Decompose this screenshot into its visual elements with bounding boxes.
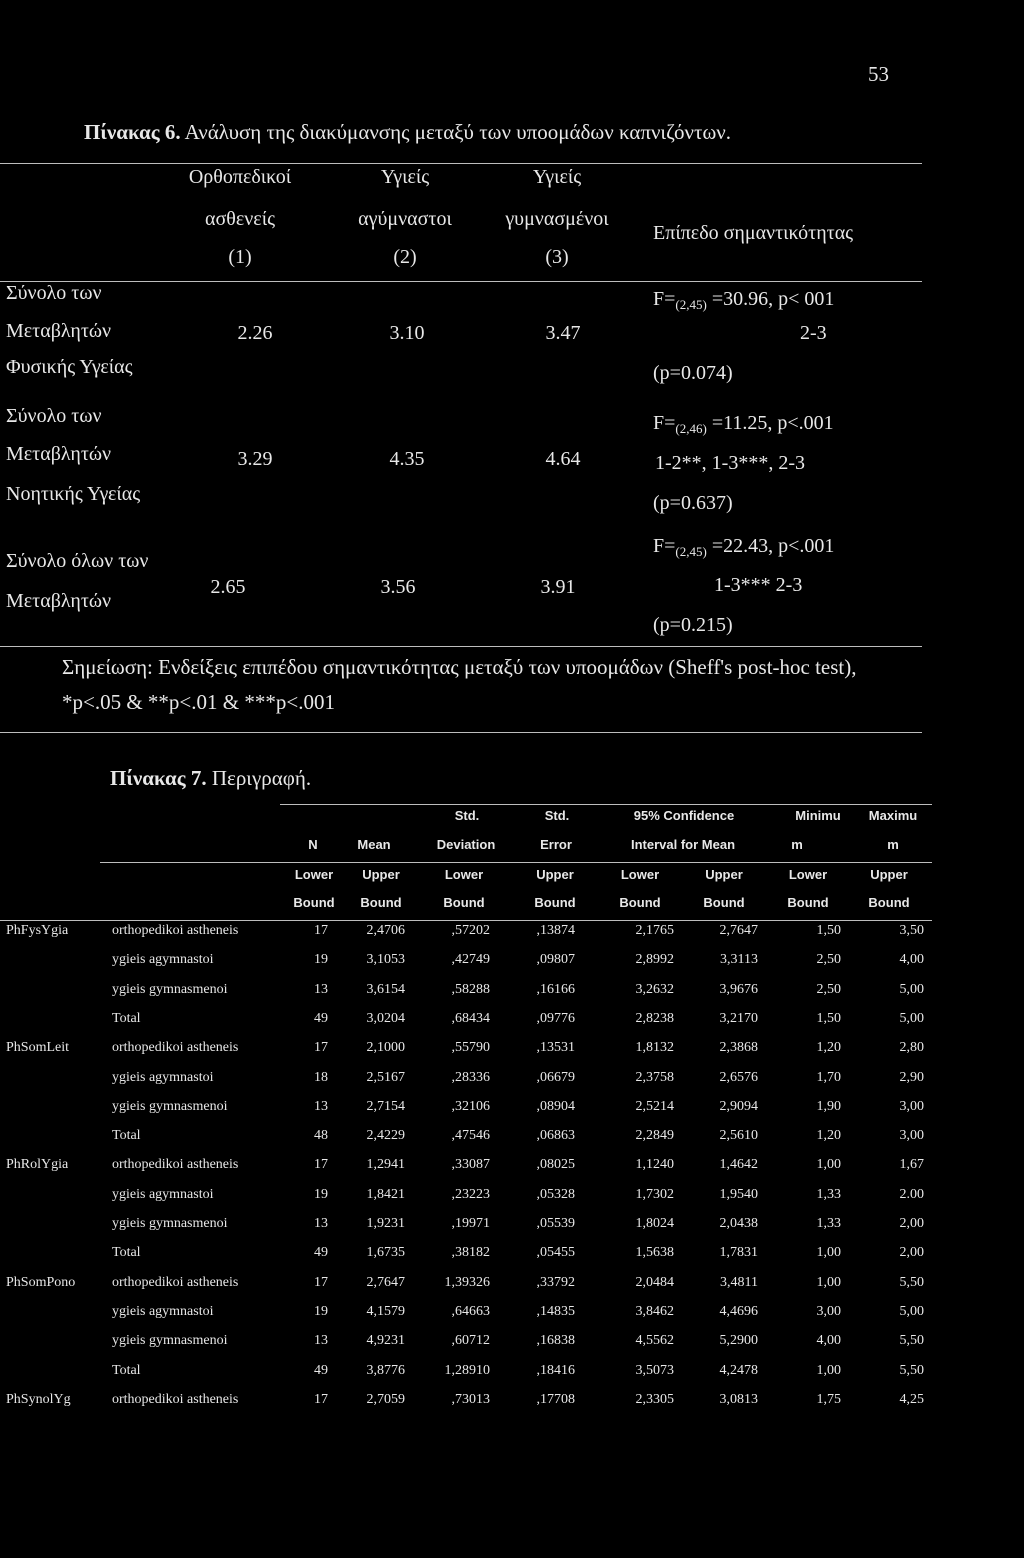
table7-cell-mean: 2,7647	[366, 1274, 405, 1290]
page-number: 53	[868, 62, 889, 86]
table6-row-label: Μεταβλητών	[6, 320, 112, 342]
table7-cell-mean: 2,1000	[366, 1040, 405, 1056]
table6-row-label: Σύνολο όλων των	[6, 550, 149, 572]
table7-cell-sd: ,23223	[451, 1186, 490, 1202]
table7-cell-hi: 1,9540	[719, 1186, 758, 1202]
table7-cell-sd: ,68434	[451, 1010, 490, 1026]
table6-note-rule	[0, 732, 922, 733]
table7-cell-hi: 2,3868	[719, 1040, 758, 1056]
table6-title	[84, 120, 731, 145]
table7-cell-n: 19	[314, 1186, 328, 1202]
table7-group-label: orthopedikoi astheneis	[112, 1274, 239, 1290]
table7-header-cell: Lower	[620, 867, 660, 882]
table7-header-cell: Maximu	[868, 808, 918, 823]
table6-header-cell: (1)	[228, 246, 252, 268]
table7-cell-max: 2.00	[899, 1186, 924, 1202]
table7-cell-min: 1,70	[816, 1069, 841, 1085]
table7-group-label: orthopedikoi astheneis	[112, 1157, 239, 1173]
table6-note-line2: *p<.05 & **p<.01 & ***p<.001	[62, 690, 335, 714]
table7-cell-sd: ,73013	[451, 1391, 490, 1407]
table6-value-col2: 3.10	[389, 322, 425, 344]
table7-cell-n: 19	[314, 952, 328, 968]
table7-cell-n: 49	[314, 1362, 328, 1378]
table7-group-label: Total	[112, 1245, 141, 1261]
table7-header-cell: Bound	[868, 895, 910, 910]
table7-cell-max: 1,67	[899, 1157, 924, 1173]
table6-title-label: Πίνακας 6.	[84, 120, 181, 144]
table6-f-label: F=	[653, 288, 676, 310]
table7-cell-mean: 2,7059	[366, 1391, 405, 1407]
table7-cell-hi: 5,2900	[719, 1333, 758, 1349]
table7-cell-se: ,18416	[536, 1362, 575, 1378]
table7-cell-min: 1,33	[816, 1186, 841, 1202]
table6-significance-f	[653, 535, 834, 560]
table7-cell-min: 1,90	[816, 1098, 841, 1114]
table7-title-text: Περιγραφή.	[206, 766, 312, 790]
table7-cell-lo: 1,5638	[635, 1245, 674, 1261]
table7-cell-se: ,05539	[536, 1216, 575, 1231]
table7-cell-min: 1,00	[816, 1245, 841, 1261]
table7-cell-hi: 1,7831	[719, 1245, 758, 1261]
table7-cell-se: ,06679	[536, 1069, 575, 1085]
table7-header-cell: Upper	[362, 867, 400, 882]
table7-group-label: Total	[112, 1362, 141, 1378]
table6-value-col2: 3.56	[380, 576, 416, 598]
table7-cell-se: ,09807	[536, 952, 575, 968]
table7-header-cell: Bound	[534, 895, 576, 910]
table7-cell-hi: 3,4811	[720, 1274, 758, 1290]
table6-row-label: Μεταβλητών	[6, 590, 112, 612]
table7-variable-label: PhFysYgia	[6, 923, 69, 938]
table7-cell-sd: ,47546	[451, 1128, 490, 1144]
table7-cell-max: 4,25	[899, 1391, 924, 1407]
table7-cell-min: 1,50	[816, 923, 841, 938]
table7-group-label: Total	[112, 1010, 141, 1026]
table7-group-label: Total	[112, 1128, 141, 1144]
table7-cell-hi: 2,0438	[719, 1216, 758, 1231]
table6-value-col3: 4.64	[545, 448, 581, 470]
table7-cell-hi: 2,9094	[719, 1098, 758, 1114]
table7-cell-n: 19	[314, 1303, 328, 1319]
table7-cell-n: 18	[314, 1069, 328, 1085]
table7-cell-max: 3,50	[899, 923, 924, 938]
table7-cell-sd: ,42749	[451, 952, 490, 968]
table7-cell-min: 1,33	[816, 1216, 841, 1231]
table7-cell-lo: 2,8238	[635, 1010, 674, 1026]
table7-variable-label: PhRolYgia	[6, 1157, 69, 1173]
table7-cell-mean: 3,8776	[366, 1362, 405, 1378]
table7-header-cell: Bound	[619, 895, 661, 910]
table6-header-cell: αγύμναστοι	[358, 208, 452, 230]
table7-header-cell: Lower	[788, 867, 828, 882]
table6-header-cell: Υγιείς	[380, 166, 430, 188]
table7-variable-label: PhSomPono	[6, 1274, 76, 1290]
table7-cell-mean: 2,7154	[366, 1098, 405, 1114]
table7-cell-lo: 2,2849	[635, 1128, 674, 1144]
table7-header-cell: Upper	[870, 867, 908, 882]
table7-cell-sd: ,60712	[451, 1333, 490, 1349]
table7-group-label: ygieis gymnasmenoi	[112, 1098, 228, 1114]
table7-cell-mean: 3,1053	[366, 952, 405, 968]
table7-cell-n: 49	[314, 1010, 328, 1026]
table7-cell-hi: 3,2170	[719, 1010, 758, 1026]
table7-header-cell: Bound	[443, 895, 485, 910]
table7-cell-mean: 2,4706	[366, 923, 405, 938]
table7-cell-sd: ,33087	[451, 1157, 490, 1173]
table7-variable-label: PhSomLeit	[6, 1040, 70, 1056]
table6-row-label: Νοητικής Υγείας	[6, 483, 141, 505]
table7-cell-lo: 4,5562	[635, 1333, 674, 1349]
table7-header-cell: Bound	[360, 895, 402, 910]
table7-cell-min: 4,00	[816, 1333, 841, 1349]
table7-header-cell: Minimu	[795, 808, 841, 823]
table6-header-significance: Επίπεδο σημαντικότητας	[653, 222, 854, 244]
table6-row-label: Φυσικής Υγείας	[6, 356, 133, 378]
table7-cell-sd: ,57202	[451, 923, 490, 938]
table7-header-cell: N	[308, 837, 318, 852]
table7-header-bottom-rule	[0, 920, 932, 921]
table6-note-line1: Σημείωση: Ενδείξεις επιπέδου σημαντικότητας μεταξύ των υποομάδων (Sheff's post-hoc test),	[62, 655, 857, 679]
table7-cell-max: 2,00	[899, 1245, 924, 1261]
table7-header-cell: Mean	[357, 837, 391, 852]
table7-cell-sd: ,32106	[451, 1098, 490, 1114]
table7-group-label: ygieis agymnastoi	[112, 1069, 214, 1085]
table7-cell-min: 1,20	[816, 1128, 841, 1144]
table7-cell-lo: 2,8992	[635, 952, 674, 968]
table7-cell-se: ,14835	[536, 1303, 575, 1319]
table7-cell-hi: 4,2478	[719, 1362, 758, 1378]
table6-value-col2: 4.35	[389, 448, 425, 470]
table7-cell-mean: 1,2941	[366, 1157, 405, 1173]
table6-significance-p: (p=0.637)	[653, 492, 733, 514]
table7-cell-min: 2,50	[816, 952, 841, 968]
table6-significance-p: (p=0.074)	[653, 362, 733, 384]
table6-header-cell: Ορθοπεδικοί	[188, 166, 292, 188]
table7-cell-mean: 4,9231	[366, 1333, 405, 1349]
table7-header-cell: Lower	[294, 867, 334, 882]
table6-row-label: Μεταβλητών	[6, 443, 112, 465]
table7-cell-sd: ,19971	[451, 1216, 490, 1231]
table7-cell-hi: 3,9676	[719, 981, 758, 997]
table7-title-label: Πίνακας 7.	[110, 766, 207, 790]
table7-header-cell: m	[887, 837, 899, 852]
table7-cell-mean: 1,8421	[366, 1186, 405, 1202]
table7-cell-n: 17	[314, 923, 328, 938]
table7-cell-mean: 4,1579	[366, 1303, 405, 1319]
table7-cell-se: ,06863	[536, 1128, 575, 1144]
table7-cell-min: 1,20	[816, 1040, 841, 1056]
table7-cell-max: 2,00	[899, 1216, 924, 1231]
table7-cell-sd: ,38182	[451, 1245, 490, 1261]
table7-cell-max: 2,80	[899, 1040, 924, 1056]
table6-header-cell: (2)	[393, 246, 417, 268]
table6-header-cell: Υγιείς	[532, 166, 582, 188]
table6-significance-p: (p=0.215)	[653, 614, 733, 636]
table7-cell-n: 17	[314, 1157, 328, 1173]
table7-header-rule	[100, 862, 932, 863]
table7-cell-max: 3,00	[899, 1128, 924, 1144]
table6-header-cell: γυμνασμένοι	[505, 208, 609, 230]
table6-significance-pairs: 1-2**, 1-3***, 2-3	[655, 452, 805, 474]
table7-cell-sd: ,28336	[451, 1069, 490, 1085]
table7-cell-mean: 1,6735	[366, 1245, 405, 1261]
table7-title	[110, 766, 311, 791]
table7-cell-lo: 3,2632	[635, 981, 674, 997]
table7-cell-mean: 1,9231	[366, 1216, 405, 1231]
table7-cell-hi: 2,6576	[719, 1069, 758, 1085]
table7-cell-n: 17	[314, 1274, 328, 1290]
table7-cell-mean: 2,4229	[366, 1128, 405, 1144]
table6-significance-pairs: 1-3*** 2-3	[714, 574, 803, 596]
table7-cell-n: 17	[314, 1040, 328, 1056]
table7-cell-min: 1,50	[816, 1010, 841, 1026]
table7-cell-min: 1,00	[816, 1362, 841, 1378]
table7-cell-hi: 2,5610	[719, 1128, 758, 1144]
table6-f-df: (2,46)	[675, 421, 707, 436]
table7-group-label: orthopedikoi astheneis	[112, 1391, 239, 1407]
table7-cell-n: 48	[314, 1128, 328, 1144]
table7-cell-hi: 4,4696	[719, 1303, 758, 1319]
table7-group-label: orthopedikoi astheneis	[112, 923, 239, 938]
table7-header-cell: Upper	[705, 867, 743, 882]
table7-cell-lo: 2,5214	[635, 1098, 674, 1114]
table6-value-col1: 3.29	[237, 448, 273, 470]
table7-cell-mean: 2,5167	[366, 1069, 405, 1085]
table7-header-cell: Std.	[454, 808, 480, 823]
table7-group-label: ygieis agymnastoi	[112, 1186, 214, 1202]
table7-cell-max: 3,00	[899, 1098, 924, 1114]
table7-cell-sd: 1,39326	[444, 1274, 490, 1290]
table7-header-cell: Bound	[703, 895, 745, 910]
table6-header-cell: (3)	[545, 246, 569, 268]
table7-cell-se: ,16838	[536, 1333, 575, 1349]
table6-f-value: =22.43, p<.001	[706, 535, 835, 557]
table7-cell-sd: ,64663	[451, 1303, 490, 1319]
table6-f-value: =30.96, p< 001	[706, 288, 835, 310]
table6-f-df: (2,45)	[675, 544, 707, 559]
table7-cell-max: 5,50	[899, 1362, 924, 1378]
table7-cell-max: 4,00	[899, 952, 924, 968]
table6-header-rule	[0, 281, 922, 282]
table7-cell-n: 49	[314, 1245, 328, 1261]
table7-cell-lo: 2,3758	[635, 1069, 674, 1085]
table7-header-cell: Interval for Mean	[630, 837, 736, 852]
table7-cell-min: 1,75	[816, 1391, 841, 1407]
table6-value-col3: 3.91	[540, 576, 576, 598]
table7-cell-sd: 1,28910	[444, 1362, 490, 1378]
table7-header-cell: Error	[540, 837, 572, 852]
table7-cell-hi: 1,4642	[719, 1157, 758, 1173]
table6-title-text: Ανάλυση της διακύμανσης μεταξύ των υποομάδων καπνιζόντων.	[180, 120, 732, 144]
table7-cell-max: 2,90	[899, 1069, 924, 1085]
table7-cell-min: 1,00	[816, 1274, 841, 1290]
table7-header-cell: Lower	[444, 867, 484, 882]
table7-group-label: ygieis gymnasmenoi	[112, 1216, 228, 1231]
table7-group-label: ygieis gymnasmenoi	[112, 1333, 228, 1349]
table7-cell-n: 17	[314, 1391, 328, 1407]
table7-cell-lo: 2,1765	[635, 923, 674, 938]
table7-header-cell: Bound	[293, 895, 335, 910]
table6-f-value: =11.25, p<.001	[706, 412, 834, 434]
table7-group-label: ygieis gymnasmenoi	[112, 981, 228, 997]
table7-cell-se: ,09776	[536, 1010, 575, 1026]
table6-header-cell: ασθενείς	[205, 208, 275, 230]
table6-value-col1: 2.26	[237, 322, 273, 344]
table6-row-label: Σύνολο των	[6, 405, 102, 427]
table7-cell-se: ,13874	[536, 923, 575, 938]
table7-cell-lo: 2,0484	[635, 1274, 674, 1290]
table6-f-label: F=	[653, 535, 676, 557]
table7-cell-n: 13	[314, 981, 328, 997]
table7-cell-se: ,05328	[536, 1186, 575, 1202]
table7-group-label: orthopedikoi astheneis	[112, 1040, 239, 1056]
table7-group-label: ygieis agymnastoi	[112, 1303, 214, 1319]
table6-row-label: Σύνολο των	[6, 282, 102, 304]
table7-cell-min: 3,00	[816, 1303, 841, 1319]
table7-cell-hi: 3,3113	[720, 952, 758, 968]
table7-cell-max: 5,50	[899, 1333, 924, 1349]
table7-cell-mean: 3,0204	[366, 1010, 405, 1026]
table7-group-label: ygieis agymnastoi	[112, 952, 214, 968]
table7-cell-lo: 1,8024	[635, 1216, 674, 1231]
table6-significance-pairs: 2-3	[800, 322, 827, 344]
table7-cell-n: 13	[314, 1098, 328, 1114]
table7-top-rule	[280, 804, 932, 805]
table7-cell-sd: ,55790	[451, 1040, 490, 1056]
table7-cell-mean: 3,6154	[366, 981, 405, 997]
table7-header-cell: Std.	[544, 808, 570, 823]
table7-cell-se: ,16166	[536, 981, 575, 997]
table7-cell-se: ,08025	[536, 1157, 575, 1173]
table7-cell-lo: 3,5073	[635, 1362, 674, 1378]
table7-cell-max: 5,50	[899, 1274, 924, 1290]
table7-cell-lo: 2,3305	[635, 1391, 674, 1407]
table7-cell-se: ,05455	[536, 1245, 575, 1261]
table7-cell-lo: 1,1240	[635, 1157, 674, 1173]
table7-header-cell: 95% Confidence	[633, 808, 735, 823]
table7-header-cell: Bound	[787, 895, 829, 910]
table6-bottom-rule	[0, 646, 922, 647]
table6-value-col3: 3.47	[545, 322, 581, 344]
table7-cell-se: ,13531	[536, 1040, 575, 1056]
table7-cell-max: 5,00	[899, 1010, 924, 1026]
table7-cell-min: 2,50	[816, 981, 841, 997]
table7-cell-se: ,17708	[536, 1391, 575, 1407]
table6-significance-f	[653, 288, 834, 313]
table7-header-cell: Deviation	[436, 837, 496, 852]
table6-f-df: (2,45)	[675, 297, 707, 312]
table7-header-cell: Upper	[536, 867, 574, 882]
table6-significance-f	[653, 412, 834, 437]
table7-cell-se: ,33792	[536, 1274, 575, 1290]
table7-cell-sd: ,58288	[451, 981, 490, 997]
table7-header-cell: m	[791, 837, 803, 852]
table7-cell-hi: 3,0813	[719, 1391, 758, 1407]
table7-cell-max: 5,00	[899, 1303, 924, 1319]
table7-cell-lo: 3,8462	[635, 1303, 674, 1319]
table6-value-col1: 2.65	[210, 576, 246, 598]
table7-cell-n: 13	[314, 1216, 328, 1231]
table7-cell-lo: 1,8132	[635, 1040, 674, 1056]
table7-cell-hi: 2,7647	[719, 923, 758, 938]
table7-cell-n: 13	[314, 1333, 328, 1349]
table7-cell-se: ,08904	[536, 1098, 575, 1114]
table7-cell-min: 1,00	[816, 1157, 841, 1173]
table6-top-rule	[0, 163, 922, 164]
table7-cell-lo: 1,7302	[635, 1186, 674, 1202]
table7-variable-label: PhSynolYg	[6, 1391, 71, 1407]
table6-f-label: F=	[653, 412, 676, 434]
table7-cell-max: 5,00	[899, 981, 924, 997]
